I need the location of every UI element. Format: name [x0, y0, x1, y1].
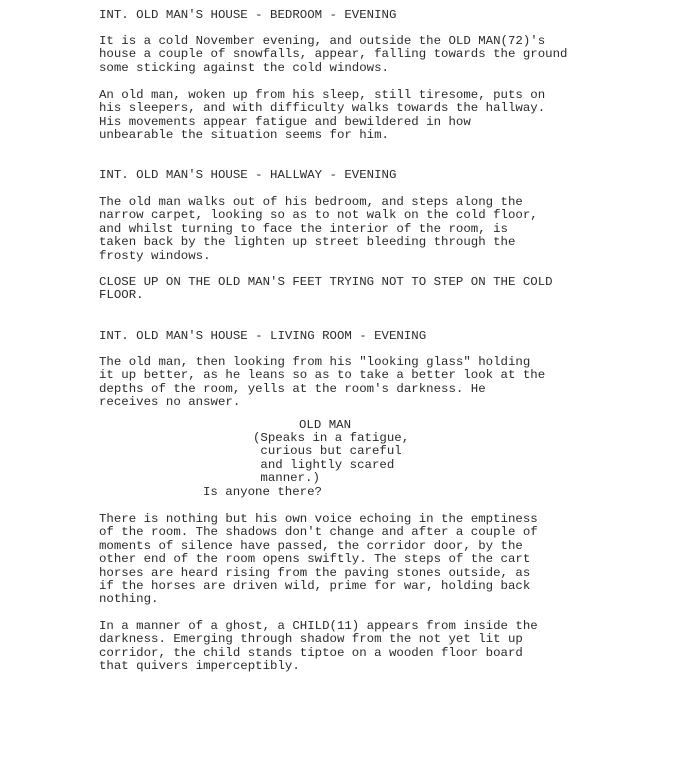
action-paragraph: There is nothing but his own voice echoing in the emptiness of the room. The shadows don't change and after a couple of moments of silence have passed, the corridor door, by the other end of the room opens swiftly. The steps of the cart horses are heard rising from the paving stones outside, as if the horses are driven wild, prime for war, holding back nothing.: [99, 512, 538, 607]
action-paragraph: The old man, then looking from his "looking glass" holding it up better, as he leans so as to take a better look at the depths of the room, yells at the room's darkness. He receives no answer.: [99, 355, 546, 410]
shot-direction: CLOSE UP ON THE OLD MAN'S FEET TRYING NOT TO STEP ON THE COLD FLOOR.: [99, 275, 553, 303]
action-paragraph: In a manner of a ghost, a CHILD(11) appears from inside the darkness. Emerging through shadow from the not yet lit up corridor, the child stands tiptoe on a wooden floor board that quivers imperceptibly.: [99, 619, 538, 674]
scene-heading-living-room: INT. OLD MAN'S HOUSE - LIVING ROOM - EVENING: [99, 329, 427, 343]
action-paragraph: An old man, woken up from his sleep, still tiresome, puts on his sleepers, and with difficulty walks towards the hallway. His movements appear fatigue and bewildered in how unbearable the situation seems for him.: [99, 88, 546, 143]
action-paragraph: It is a cold November evening, and outside the OLD MAN(72)'s house a couple of snowfalls, appear, falling towards the ground some sticking against the cold windows.: [99, 34, 568, 75]
parenthetical: (Speaks in a fatigue, curious but careful and lightly scared manner.): [253, 431, 410, 486]
scene-heading-hallway: INT. OLD MAN'S HOUSE - HALLWAY - EVENING: [99, 168, 397, 182]
action-paragraph: The old man walks out of his bedroom, and steps along the narrow carpet, looking so as to not walk on the cold floor, and whilst turning to face the interior of the room, is taken back by the lighten up street bleeding through the frosty windows.: [99, 195, 538, 263]
character-name: OLD MAN: [299, 418, 352, 432]
dialogue-line: Is anyone there?: [203, 485, 322, 499]
scene-heading-bedroom: INT. OLD MAN'S HOUSE - BEDROOM - EVENING: [99, 8, 397, 22]
